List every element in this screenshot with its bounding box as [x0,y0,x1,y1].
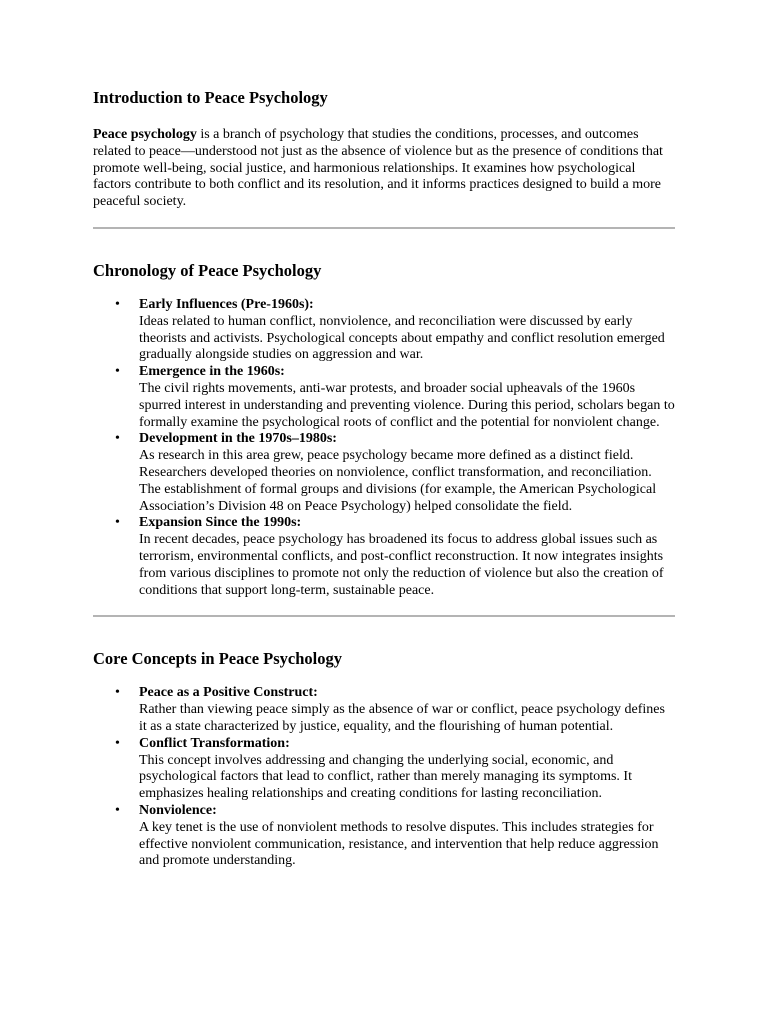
bullet-marker: • [115,431,120,447]
list-item [115,296,675,364]
core-concepts-list [93,685,675,870]
item-title: Early Influences (Pre-1960s): [139,296,314,312]
item-text: Rather than viewing peace simply as the absence of war or conflict, peace psychology defines it as a state characterized by justice, equality, and the flourishing of human potential. [139,702,665,734]
bullet-marker: • [115,515,120,531]
list-item [115,515,675,599]
item-text: A key tenet is the use of nonviolent methods to resolve disputes. This includes strategies for effective nonviolent communication, resistance, and intervention that help reduce aggression and promote understanding. [139,819,659,869]
chronology-list [93,297,675,599]
item-title: Conflict Transformation: [139,735,290,751]
section-divider [93,227,675,229]
item-text: Ideas related to human conflict, nonviolence, and reconciliation were discussed by early theorists and activists. Psychological concepts about empathy and conflict resolution emerged gradually alongside studies on aggression and war. [139,313,665,363]
item-title: Nonviolence: [139,802,217,818]
intro-lead-term: Peace psychology [93,127,197,142]
item-text: The civil rights movements, anti-war protests, and broader social upheavals of the 1960s spurred interest in understanding and preventing violence. During this period, scholars began to formally examine the psychological roots of conflict and the potential for nonviolent change. [139,380,675,430]
bullet-marker: • [115,296,120,312]
bullet-marker: • [115,802,120,818]
bullet-marker: • [115,685,120,701]
list-item [115,364,675,431]
list-item [115,685,675,735]
item-text: As research in this area grew, peace psychology became more defined as a distinct field. Researchers developed theories on nonviolence, conflict transformation, and reconciliation. The establishment of formal groups and divisions (for example, the American Psychological Association’s Division 48 on Peace Psychology) helped consolidate the field. [139,448,657,514]
intro-paragraph [93,127,675,211]
core-concepts-heading: Core Concepts in Peace Psychology [93,649,342,669]
list-item [115,431,675,515]
item-title: Expansion Since the 1990s: [139,515,302,531]
item-text: This concept involves addressing and changing the underlying social, economic, and psychological factors that lead to conflict, rather than merely managing its symptoms. It emphasizes healing relationships and creating conditions for lasting reconciliation. [139,752,632,802]
list-item [115,735,675,803]
bullet-marker: • [115,735,120,751]
item-title: Development in the 1970s–1980s: [139,431,337,447]
intro-text: is a branch of psychology that studies the conditions, processes, and outcomes related to peace—understood not just as the absence of violence but as the presence of conditions that promote well-being, social justice, and harmonious relationships. It examines how psychological factors contribute to both conflict and its resolution, and it informs practices designed to build a more peaceful society. [93,127,663,210]
bullet-marker: • [115,364,120,380]
chronology-heading: Chronology of Peace Psychology [93,260,322,280]
item-title: Peace as a Positive Construct: [139,685,318,701]
section-divider [93,615,675,617]
item-text: In recent decades, peace psychology has broadened its focus to address global issues such as terrorism, environmental conflicts, and post-conflict reconstruction. It now integrates insights from various disciplines to promote not only the reduction of violence but also the creation of conditions that support long-term, sustainable peace. [139,532,664,598]
item-title: Emergence in the 1960s: [139,364,285,380]
list-item [115,802,675,870]
intro-heading: Introduction to Peace Psychology [93,88,328,107]
